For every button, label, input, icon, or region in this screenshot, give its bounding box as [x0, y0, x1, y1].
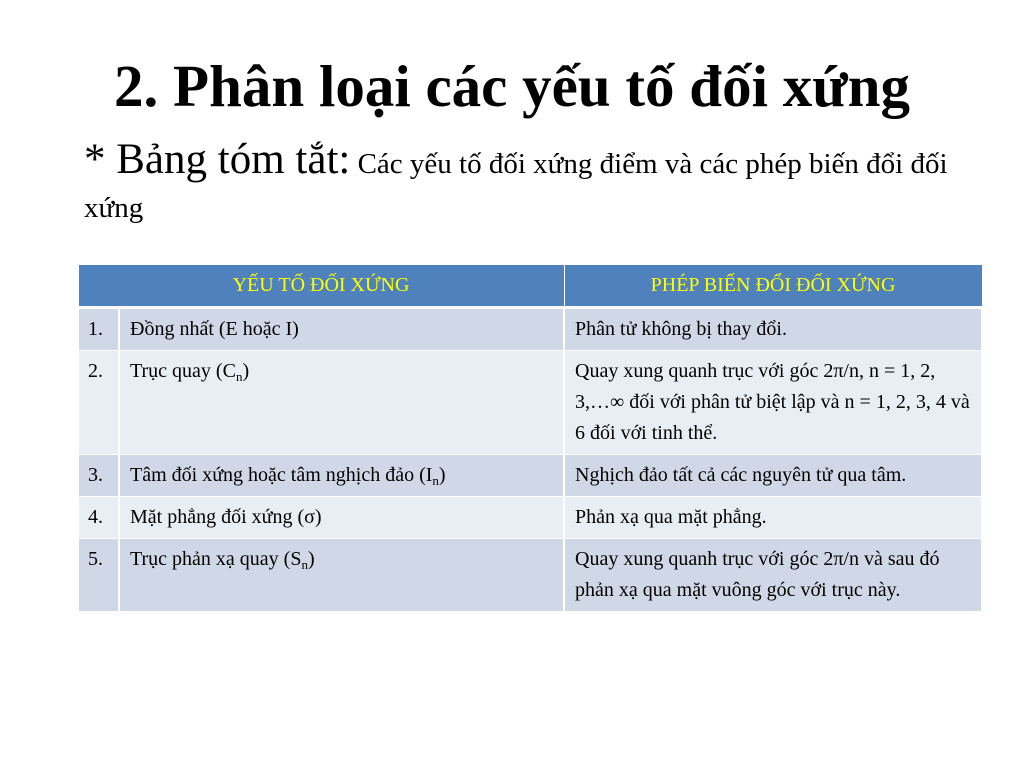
symmetry-element-cell: [119, 539, 564, 612]
row-number: 5.: [78, 539, 119, 612]
slide-subtitle: [84, 138, 954, 230]
symmetry-element-cell: [119, 351, 564, 455]
table-row: [78, 308, 982, 351]
symmetry-operation-cell: Phân tử không bị thay đổi.: [564, 308, 982, 351]
slide-title: 2. Phân loại các yếu tố đối xứng: [114, 53, 910, 119]
symmetry-element-cell: [119, 497, 564, 539]
symmetry-operation-cell: Quay xung quanh trục với góc 2π/n, n = 1, 2, 3,…∞ đối với phân tử biệt lập và n = 1, 2, 3, 4 và 6 đối với tinh thể.: [564, 351, 982, 455]
subtitle-text: Các yếu tố đối xứng điểm và các phép biến đổi đối xứng: [84, 148, 948, 224]
row-number: 1.: [78, 308, 119, 351]
table-row: [78, 455, 982, 497]
row-number: 3.: [78, 455, 119, 497]
header-symmetry-operation: PHÉP BIẾN ĐỔI ĐỐI XỨNG: [564, 265, 982, 308]
element-text: Đồng nhất (E hoặc I): [130, 318, 299, 340]
symmetry-operation-cell: Quay xung quanh trục với góc 2π/n và sau đó phản xạ qua mặt vuông góc với trục này.: [564, 539, 982, 612]
table-row: [78, 497, 982, 539]
table-header-row: [78, 265, 982, 308]
row-number: 2.: [78, 351, 119, 455]
element-suffix: ): [242, 360, 250, 382]
element-text: Trục phản xạ quay (S: [130, 548, 302, 570]
element-suffix: ): [438, 464, 446, 486]
element-suffix: ): [307, 548, 315, 570]
symmetry-element-cell: [119, 455, 564, 497]
row-number: 4.: [78, 497, 119, 539]
element-subscript: n: [432, 473, 439, 488]
table-row: [78, 351, 982, 455]
symmetry-summary-table: [77, 264, 983, 612]
symmetry-element-cell: [119, 308, 564, 351]
subtitle-lead: * Bảng tóm tắt:: [84, 136, 351, 183]
element-text: Tâm đối xứng hoặc tâm nghịch đảo (I: [130, 464, 433, 486]
element-text: Trục quay (C: [130, 360, 236, 382]
symmetry-operation-cell: Nghịch đảo tất cả các nguyên tử qua tâm.: [564, 455, 982, 497]
element-subscript: n: [235, 369, 243, 384]
table-row: [78, 539, 982, 612]
header-symmetry-element: YẾU TỐ ĐỐI XỨNG: [78, 265, 564, 308]
symmetry-operation-cell: Phản xạ qua mặt phẳng.: [564, 497, 982, 539]
element-subscript: n: [301, 557, 308, 572]
element-text: Mặt phẳng đối xứng (σ): [130, 506, 322, 528]
